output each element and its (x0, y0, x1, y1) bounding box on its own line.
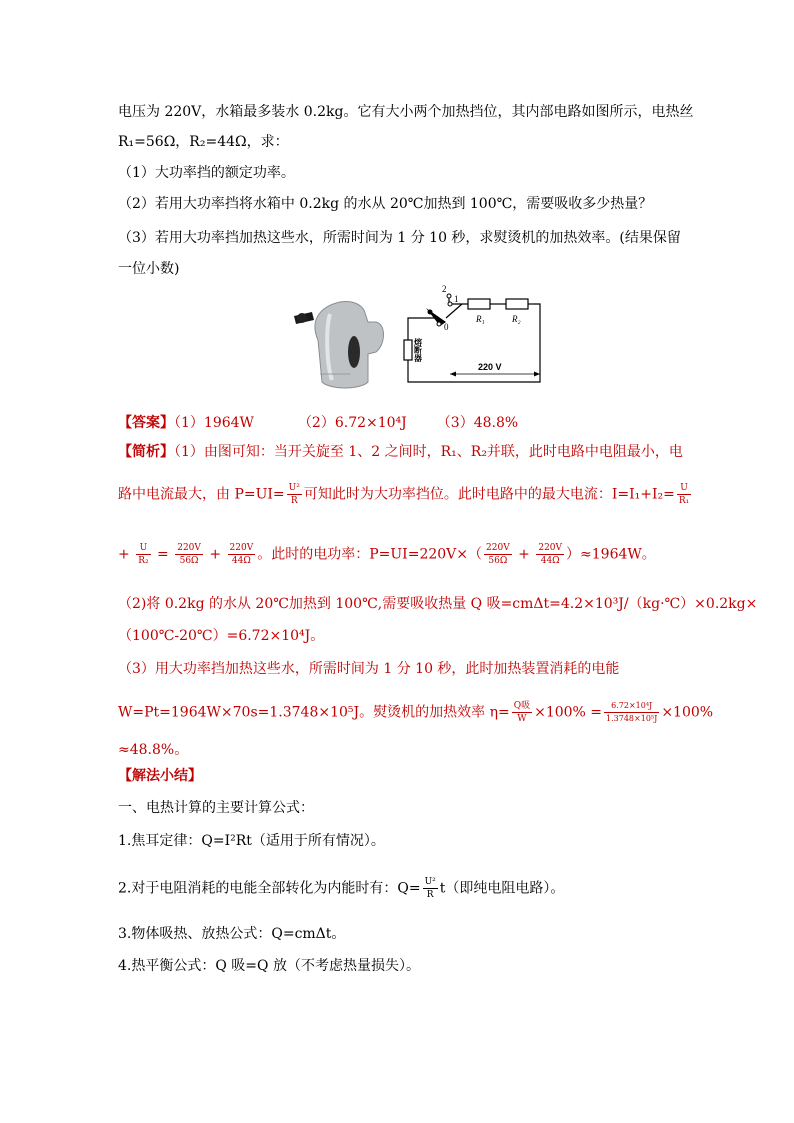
label-r2: R₂ (512, 314, 521, 324)
answer-3: （3）48.8% (436, 415, 519, 431)
analysis-line-1 (118, 442, 683, 462)
fraction-220-over-44: $\frac{220V}{44\Omega}$ (229, 543, 254, 566)
switch-label-2: 2 (442, 284, 447, 294)
fraction-220-over-44-b: $\frac{220V}{44\Omega}$ (538, 543, 563, 566)
summary-heading: 一、电热计算的主要计算公式： (118, 800, 314, 816)
analysis-text-7a: W=Pt=1964W×70s=1.3748×10⁵J。熨烫机的加热效率 η= (118, 704, 510, 721)
label-fuse: 熔断器 (413, 338, 423, 362)
switch-label-1: 1 (454, 294, 459, 304)
question-3-a: （3）若用大功率挡加热这些水，所需时间为 1 分 10 秒，求熨烫机的加热效率。(结果保留 (118, 230, 681, 246)
analysis-line-6: （3）用大功率挡加热这些水，所需时间为 1 分 10 秒，此时加热装置消耗的电能 (118, 661, 620, 677)
formula-2: 2.对于电阻消耗的电能全部转化为内能时有：Q= $\frac{\text{U²}}{R}$ t（即纯电阻电路）。 (118, 877, 565, 900)
fraction-q-over-w: $\frac{\text{Q吸}}{W}$ (513, 701, 531, 724)
fraction-u-over-r2: $\frac{U}{\text{R₂}}$ (138, 543, 149, 566)
fraction-220-over-56: $\frac{220V}{56\Omega}$ (177, 543, 201, 566)
analysis-text-2b: 可知此时为大功率挡位。此时电路中的最大电流：I=I₁+I₂= (303, 486, 675, 503)
analysis-line-3: + $\frac{U}{\text{R₂}}$ = $\frac{220V}{56\Omega}$ + $\frac{220V}{44\Omega}$ 。此时的电功率：P=UI=220V×（ $\frac{220V}{56\Omega}$ + $\frac{220V}{44\Omega}$ ）≈1964W。 (118, 543, 656, 566)
analysis-text-7b: ×100% = (534, 704, 603, 721)
fraction-heat-over-energy: $\frac{\text{6.72×10⁴J}}{\text{1.3748×10⁵J}}$ (606, 701, 658, 723)
label-r1: R₁ (476, 314, 485, 324)
formula-1: 1.焦耳定律：Q=I²Rt（适用于所有情况）。 (118, 833, 385, 849)
problem-line-2: R₁=56Ω，R₂=44Ω，求： (118, 134, 289, 150)
analysis-line-5: （100℃-20℃）=6.72×10⁴J。 (118, 628, 325, 644)
question-2: （2）若用大功率挡将水箱中 0.2kg 的水从 20℃加热到 100℃，需要吸收多少热量？ (118, 196, 653, 212)
formula-4: 4.热平衡公式：Q 吸=Q 放（不考虑热量损失）。 (118, 958, 420, 974)
answer-line (118, 413, 518, 433)
circuit-figure (290, 282, 550, 392)
analysis-text-1: （1）由图可知：当开关旋至 1、2 之间时，R₁、R₂并联，此时电路中电阻最小，电 (174, 444, 683, 460)
formula-3: 3.物体吸热、放热公式：Q=cmΔt。 (118, 926, 346, 942)
fraction-u-over-r1: $\frac{U}{\text{R₁}}$ (678, 483, 690, 506)
label-voltage: 220 V (478, 362, 502, 372)
analysis-tag: 【简析】 (118, 444, 174, 460)
answer-1: （1）1964W (174, 415, 254, 431)
fuse (404, 340, 412, 360)
fraction-u2-over-r: $\frac{\text{U²}}{R}$ (288, 483, 300, 506)
analysis-line-7 (118, 700, 713, 725)
fraction-220-over-56-b: $\frac{220V}{56\Omega}$ (486, 543, 510, 566)
resistor-r1 (468, 299, 490, 309)
question-3-b: 一位小数) (118, 261, 180, 277)
summary-title: 【解法小结】 (118, 768, 202, 784)
analysis-text-3-end: ）≈1964W。 (566, 546, 656, 563)
analysis-text-2a: 路中电流最大，由 P=UI= (118, 486, 285, 503)
analysis-line-2 (118, 482, 693, 507)
steam-iron-image (294, 301, 384, 388)
fraction-u2-over-r-summary: $\frac{\text{U²}}{R}$ (424, 877, 436, 900)
resistor-r2 (506, 299, 528, 309)
analysis-line-4: （2)将 0.2kg 的水从 20℃加热到 100℃,需要吸收热量 Q 吸=cmΔt=4.2×10³J/（kg·℃）×0.2kg× (118, 596, 758, 612)
analysis-text-7c: ×100% (661, 704, 714, 721)
question-1: （1）大功率挡的额定功率。 (118, 165, 295, 181)
answer-2: （2）6.72×10⁴J (297, 415, 407, 431)
analysis-line-8: ≈48.8%。 (118, 742, 189, 758)
problem-line-1: 电压为 220V，水箱最多装水 0.2kg。它有大小两个加热挡位，其内部电路如图所示，电热丝 (118, 104, 694, 120)
switch-label-0: 0 (444, 322, 449, 332)
analysis-text-3: 。此时的电功率：P=UI=220V×（ (257, 546, 483, 563)
answer-tag: 【答案】 (118, 415, 174, 431)
